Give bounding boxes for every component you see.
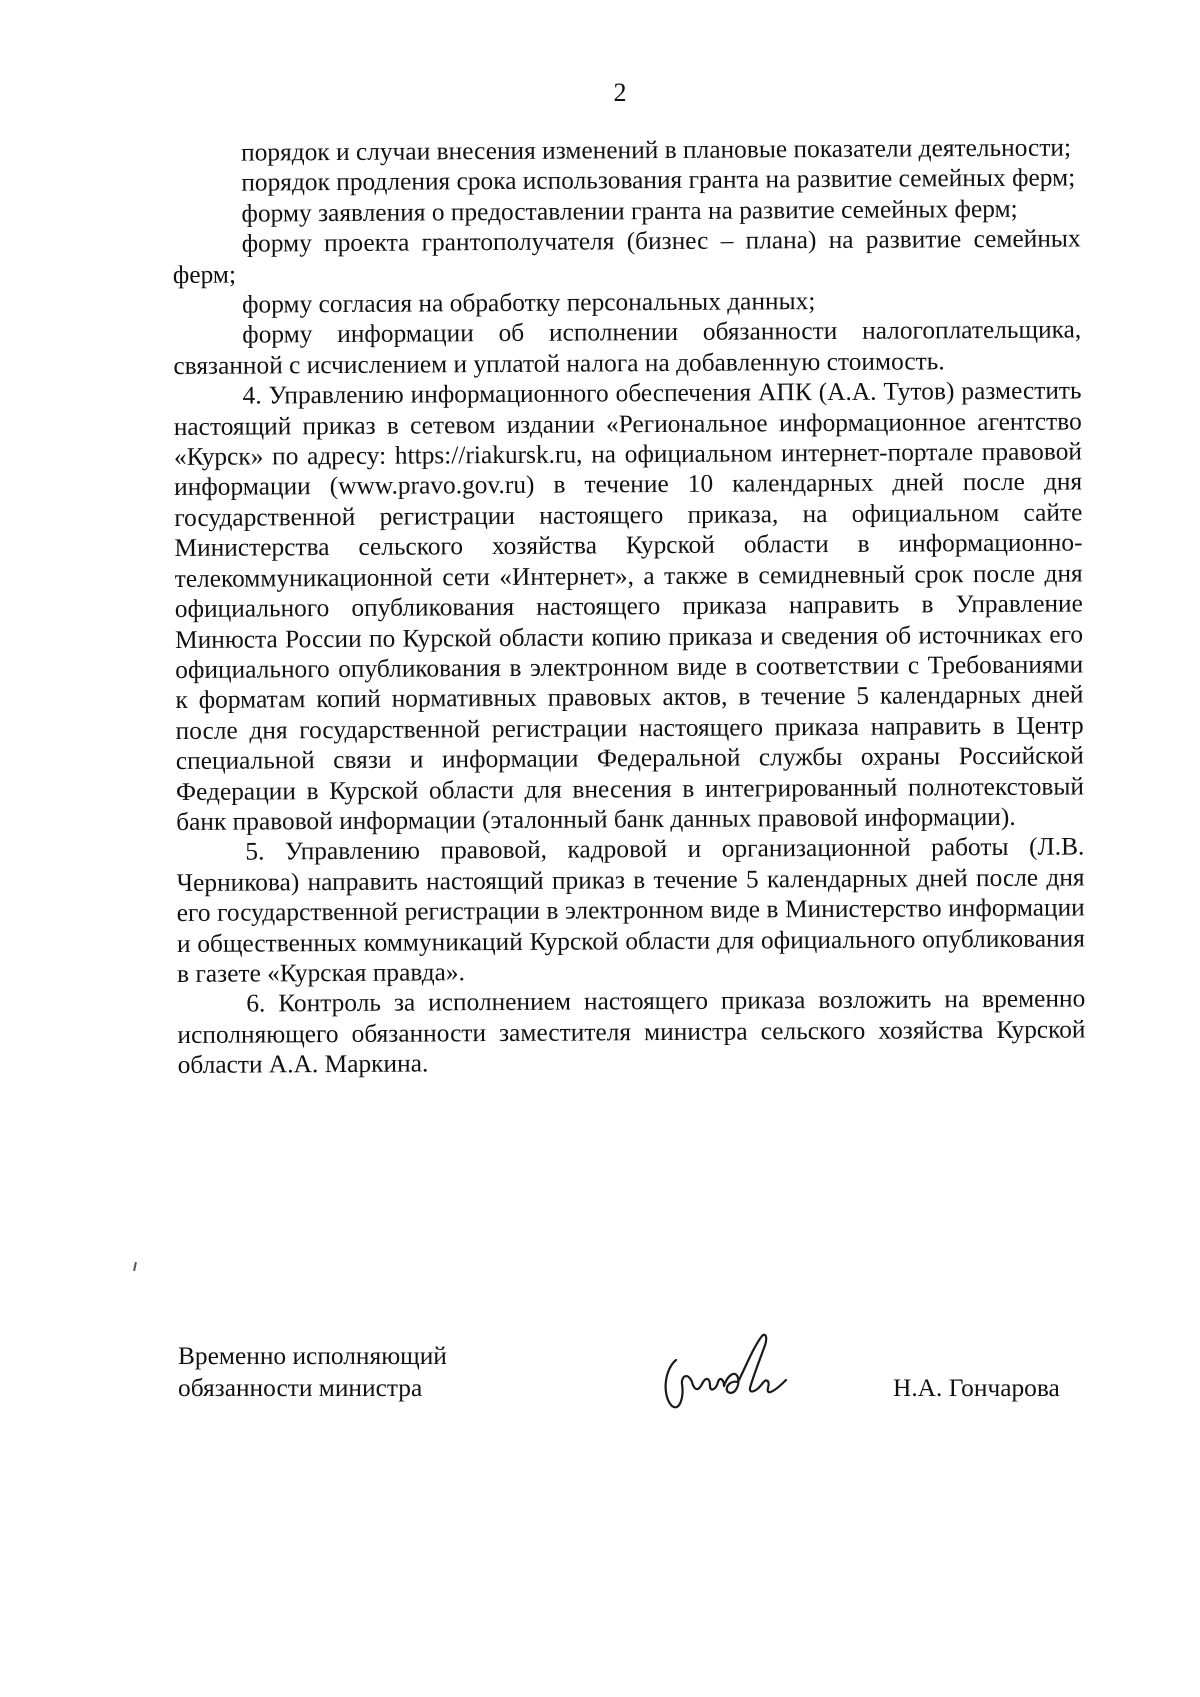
paragraph-5: форму согласия на обработку персональных данных; (241, 287, 816, 319)
paragraph-4: форму проекта грантополучателя (бизнес – плана) на развитие семейных ферм; (172, 224, 1081, 289)
paragraph-2: порядок продления срока использования гранта на развитие семейных ферм; (241, 163, 1076, 197)
signatory-name: Н.А. Гончарова (893, 1374, 1060, 1402)
paragraph-item-5: 5. Управлению правовой, кадровой и организационной работы (Л.В. Черникова) направить настоящий приказ в течение 5 календарных дней после дня его государственной регистрации в электронном виде в Министерство информации и общественных коммуникаций Курской области для официального опубликования в газете «Курская правда». (176, 832, 1085, 988)
paragraph-item-4: 4. Управлению информационного обеспечения АПК (А.А. Тутов) разместить настоящий приказ в сетевом издании «Региональное информационное агентство «Курск» по адресу: https://riakursk.ru, на официальном интернет-портале правовой информации (www.pravo.gov.ru) в течение 10 календарных дней после дня государственной регистрации настоящего приказа, на официальном сайте Министерства сельского хозяйства Курской области в информационно-телекоммуникационной сети «Интернет», а также в семидневный срок после дня официального опубликования настоящего приказа направить в Управление Минюста России по Курской области копию приказа и сведения об источниках его официального опубликования в электронном виде в соответствии с Требованиями к форматам копий нормативных правовых актов, в течение 5 календарных дней после дня государственной регистрации настоящего приказа направить в Центр специальной связи и информации Федеральной службы охраны Российской Федерации в Курской области для внесения в интегрированный полнотекстовый банк правовой информации (эталонный банк данных правовой информации). (173, 376, 1085, 836)
handwritten-signature-icon (654, 1326, 804, 1416)
paragraph-3: форму заявления о предоставлении гранта на развитие семейных ферм; (241, 194, 1018, 228)
stray-mark (133, 1262, 137, 1271)
signatory-title-line-1: Временно исполняющий (178, 1342, 447, 1370)
paragraph-item-6: 6. Контроль за исполнением настоящего приказа возложить на временно исполняющего обязанности заместителя министра сельского хозяйства Курской области А.А. Маркина. (177, 984, 1086, 1080)
signatory-title-line-2: обязанности министра (178, 1374, 423, 1402)
paragraph-1: порядок и случаи внесения изменений в плановые показатели деятельности; (241, 133, 1072, 167)
page-number: 2 (613, 78, 627, 107)
paragraph-6: форму информации об исполнении обязанности налогоплательщика, связанной с исчислением и уплатой налога на добавленную стоимость. (173, 315, 1082, 380)
document-body (172, 132, 1086, 1080)
signature-block (178, 1340, 1098, 1440)
signatory-title (178, 1340, 447, 1404)
